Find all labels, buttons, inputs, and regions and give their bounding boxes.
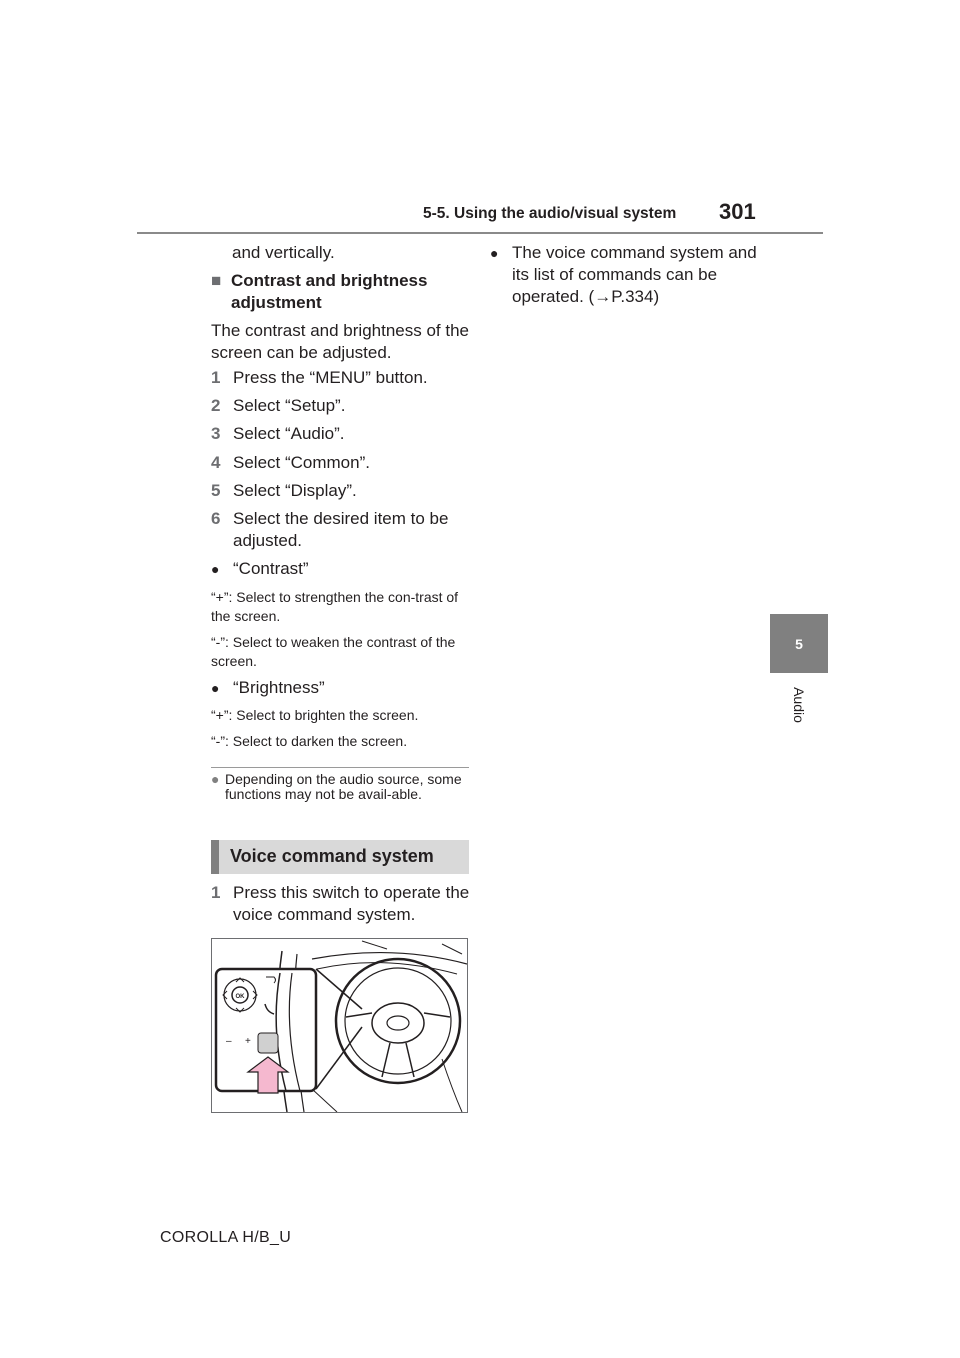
subheading-text: Contrast and brightness adjustment <box>231 271 428 312</box>
step-text: Select “Common”. <box>233 453 370 472</box>
chapter-tab-label: Audio <box>791 687 807 723</box>
step-text: Press this switch to operate the voice command system. <box>233 883 470 924</box>
step-number: 4 <box>211 453 221 472</box>
brightness-bullet <box>211 677 471 699</box>
contrast-bullet <box>211 558 471 580</box>
voice-step <box>211 882 471 926</box>
step-item <box>211 452 471 474</box>
steering-wheel-figure <box>211 938 468 1113</box>
brightness-label: “Brightness” <box>233 678 325 697</box>
step-item <box>211 423 471 445</box>
chapter-tab-number: 5 <box>770 614 828 673</box>
step-number: 2 <box>211 396 221 415</box>
step-text: Select “Setup”. <box>233 396 346 415</box>
step-item <box>211 480 471 502</box>
contrast-label: “Contrast” <box>233 559 309 578</box>
contrast-plus-text: “+”: Select to strengthen the con-trast of the screen. <box>211 589 459 624</box>
header-divider <box>137 232 823 234</box>
steering-wheel-illustration <box>212 939 467 1112</box>
step-item <box>211 395 471 417</box>
subheading <box>211 270 471 314</box>
step-item <box>211 367 471 389</box>
step-number: 5 <box>211 481 221 500</box>
note-divider <box>211 767 469 768</box>
header-section-title: 5-5. Using the audio/visual system <box>423 205 677 222</box>
step-text: Select “Audio”. <box>233 424 345 443</box>
section-heading-bar <box>211 840 469 874</box>
volume-minus-label: – <box>226 1036 232 1047</box>
step-text: Select the desired item to be adjusted. <box>233 509 449 550</box>
footer-model: COROLLA H/B_U <box>160 1229 292 1246</box>
page-number: 301 <box>719 199 756 224</box>
ok-button-label: OK <box>235 994 245 1000</box>
intro-paragraph: The contrast and brightness of the screen can be adjusted. <box>211 321 469 362</box>
voice-command-bullet <box>490 242 760 308</box>
note-block <box>211 772 469 802</box>
step-text: Select “Display”. <box>233 481 357 500</box>
brightness-plus-text: “+”: Select to brighten the screen. <box>211 707 419 723</box>
step-number: 1 <box>211 883 221 902</box>
contrast-minus-text: “-”: Select to weaken the contrast of the screen. <box>211 634 456 669</box>
section-heading: Voice command system <box>230 846 434 866</box>
step-text: Press the “MENU” button. <box>233 368 428 387</box>
bullet-dot-icon: ● <box>211 561 220 577</box>
step-number: 3 <box>211 424 221 443</box>
step-item <box>211 508 471 552</box>
step-number: 6 <box>211 509 221 528</box>
bullet-dot-icon: ● <box>490 245 499 261</box>
continuation-text: and vertically. <box>232 243 335 262</box>
bullet-dot-icon: ● <box>211 680 220 696</box>
volume-plus-label: + <box>245 1036 251 1047</box>
subheading-square-icon: ■ <box>211 271 222 290</box>
voice-command-bullet-text: The voice command system and its list of commands can be operated. (→P.334) <box>512 243 757 306</box>
brightness-minus-text: “-”: Select to darken the screen. <box>211 733 408 749</box>
note-bullet-icon: ● <box>211 771 220 787</box>
note-text: Depending on the audio source, some functions may not be avail-able. <box>225 771 462 802</box>
step-number: 1 <box>211 368 221 387</box>
